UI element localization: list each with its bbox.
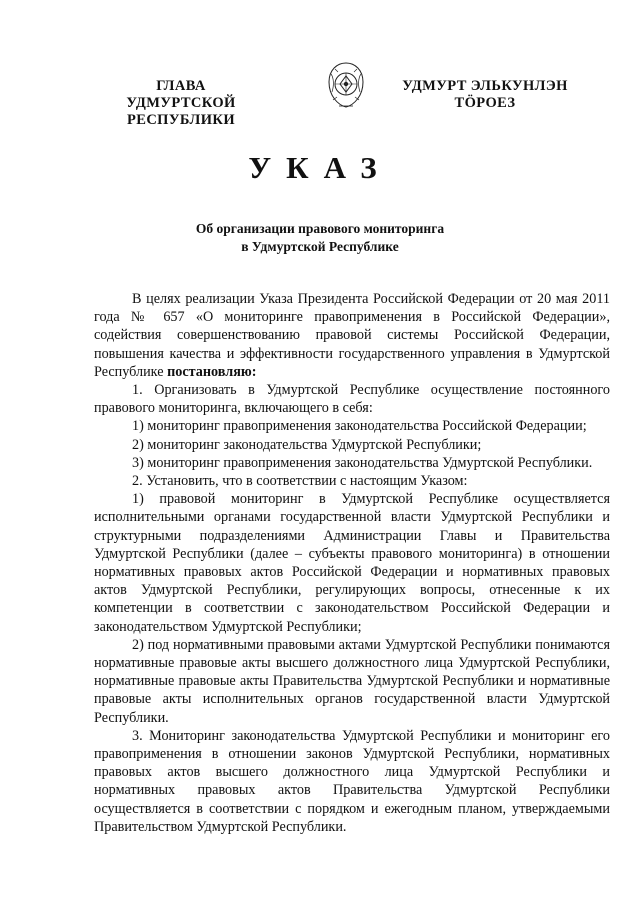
paragraph-2-item-1: 1) правовой мониторинг в Удмуртской Республике осуществляется исполнительными органами государственной власти Удмуртской Республики и структурными подразделениями Администрации Главы и Правительства Удмуртской Республики (далее – субъекты правового мониторинга) в отношении нормативных правовых актов Российской Федерации и нормативных правовых актов Удмуртской Республики, регулирующих вопросы, отнесенные к их компетенции в соответствии с законодательством Российской Федерации и законодательством Удмуртской Республики;: [94, 491, 610, 635]
coat-of-arms-icon: [323, 60, 369, 110]
header-right: [385, 78, 585, 112]
paragraph-1-item-2: 2) мониторинг законодательства Удмуртской Республики;: [132, 436, 482, 453]
header-right-line1: УДМУРТ ЭЛЬКУНЛЭН: [402, 78, 568, 94]
header-left-line2: УДМУРТСКОЙ РЕСПУБЛИКИ: [126, 95, 236, 128]
paragraph-1-item-1: 1) мониторинг правоприменения законодательства Российской Федерации;: [132, 418, 587, 435]
intro-text: В целях реализации Указа Президента Российской Федерации от 20 мая 2011 года № 657 «О мониторинге правоприменения в Российской Федерации», содействия совершенствованию правовой системы Российской Федерации, повышения качества и эффективности государственного управления в Удмуртской Республике: [94, 291, 610, 380]
header-left: [86, 78, 276, 129]
document-body: [94, 290, 610, 836]
intro-bold: постановляю:: [167, 363, 257, 380]
paragraph-2: 2. Установить, что в соответствии с настоящим Указом:: [132, 473, 468, 490]
paragraph-3: 3. Мониторинг законодательства Удмуртской Республики и мониторинг его правоприменения в отношении законов Удмуртской Республики, нормативных правовых актов высшего должностного лица Удмуртской Республики и нормативных правовых актов Правительства Удмуртской Республики осуществляется в соответствии с порядком и ежегодным планом, утверждаемыми Правительством Удмуртской Республики.: [94, 727, 610, 835]
intro-paragraph: [94, 290, 610, 381]
paragraph-1: 1. Организовать в Удмуртской Республике осуществление постоянного правового мониторинга, включающего в себя:: [94, 382, 610, 417]
subtitle-line1: Об организации правового мониторинга: [195, 221, 445, 236]
header-right-line2: ТӦРОЕЗ: [454, 95, 516, 111]
paragraph-1-item-3: 3) мониторинг правоприменения законодательства Удмуртской Республики.: [132, 454, 593, 471]
paragraph-2-item-2: 2) под нормативными правовыми актами Удмуртской Республики понимаются нормативные правовые акты высшего должностного лица Удмуртской Республики, нормативные правовые акты Правительства Удмуртской Республики и нормативные правовые акты исполнительных органов государственной власти Удмуртской Республики.: [94, 636, 610, 726]
header-left-line1: ГЛАВА: [156, 78, 206, 94]
subtitle-line2: в Удмуртской Республике: [241, 238, 399, 254]
document-subtitle: [0, 220, 640, 255]
document-title: УКАЗ: [248, 150, 392, 185]
